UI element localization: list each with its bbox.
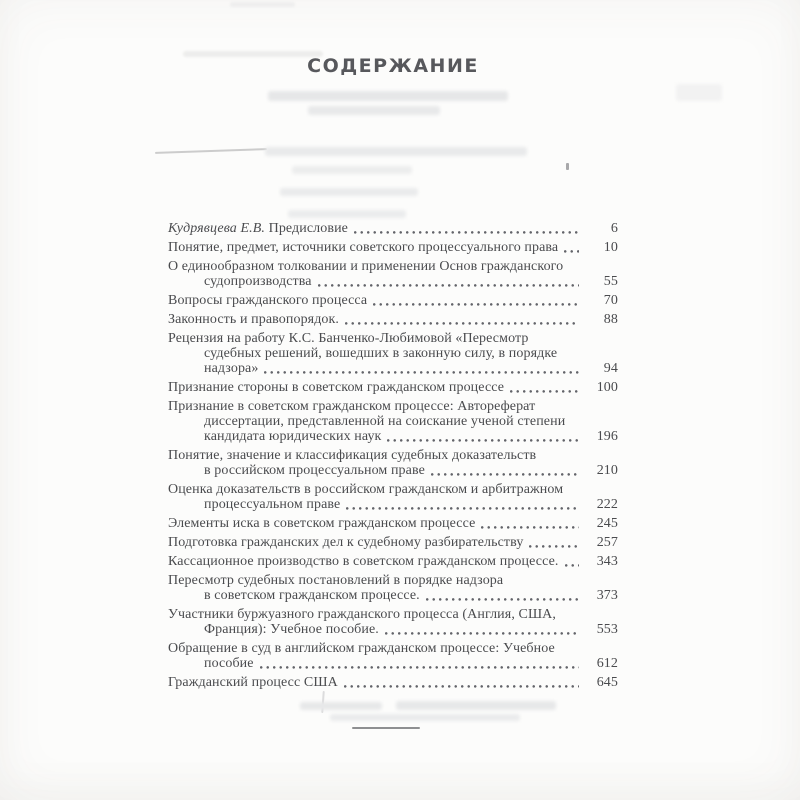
toc-entry-title: Подготовка гражданских дел к судебному разбирательству bbox=[168, 535, 524, 550]
dot-leader bbox=[481, 526, 579, 529]
toc-page-number: 222 bbox=[596, 497, 618, 512]
toc-entry bbox=[168, 259, 618, 289]
toc-page-number: 553 bbox=[596, 622, 618, 637]
bleedthrough-line bbox=[268, 91, 508, 101]
bleedthrough-line bbox=[308, 106, 440, 115]
toc-entry bbox=[168, 312, 618, 327]
dot-leader bbox=[431, 473, 579, 476]
dot-leader bbox=[346, 507, 579, 510]
toc-entry-title: Франция): Учебное пособие. bbox=[204, 622, 379, 637]
toc-entry-title: Элементы иска в советском гражданском процессе bbox=[168, 516, 476, 531]
toc-entry-title: Рецензия на работу К.С. Банченко-Любимовой «Пересмотр bbox=[168, 331, 529, 346]
toc-entry-title: процессуальном праве bbox=[204, 497, 341, 512]
toc-page-number: 100 bbox=[596, 380, 618, 395]
toc-entry bbox=[168, 554, 618, 569]
bleedthrough-line bbox=[396, 701, 556, 710]
toc-page-number: 612 bbox=[596, 656, 618, 671]
toc-page-number: 6 bbox=[610, 221, 618, 236]
toc-entry-title: в советском гражданском процессе. bbox=[204, 588, 420, 603]
scan-smudge bbox=[676, 84, 722, 101]
dot-leader bbox=[345, 322, 579, 325]
toc-page-number: 373 bbox=[596, 588, 618, 603]
toc-entry-title: в российском процессуальном праве bbox=[204, 463, 425, 478]
dot-leader bbox=[260, 666, 579, 669]
dot-leader bbox=[385, 632, 579, 635]
toc-entry bbox=[168, 240, 618, 255]
dot-leader bbox=[510, 390, 579, 393]
toc-entry-title: Понятие, значение и классификация судебных доказательств bbox=[168, 448, 537, 463]
toc-entry-title: Оценка доказательств в российском гражданском и арбитражном bbox=[168, 482, 564, 497]
dot-leader bbox=[529, 545, 579, 548]
toc-entry bbox=[168, 675, 618, 690]
toc-page-number: 245 bbox=[596, 516, 618, 531]
toc-entry-title: надзора» bbox=[204, 361, 259, 376]
toc-page-number: 55 bbox=[603, 274, 618, 289]
toc-entry-title: диссертации, представленной на соискание ученой степени bbox=[204, 414, 566, 429]
toc-entry bbox=[168, 573, 618, 603]
toc-page-number: 10 bbox=[603, 240, 618, 255]
toc-page-number: 257 bbox=[596, 535, 618, 550]
toc-entry-title: Законность и правопорядок. bbox=[168, 312, 340, 327]
toc-page-number: 94 bbox=[603, 361, 618, 376]
toc-list bbox=[168, 221, 618, 694]
toc-entry bbox=[168, 448, 618, 478]
toc-entry-title: Признание в советском гражданском процессе: Автореферат bbox=[168, 399, 536, 414]
toc-page-number: 645 bbox=[596, 675, 618, 690]
toc-entry-title: судопроизводства bbox=[204, 274, 312, 289]
bleedthrough-line bbox=[288, 210, 406, 218]
ink-speck bbox=[566, 163, 569, 170]
dot-leader bbox=[373, 303, 579, 306]
toc-entry bbox=[168, 482, 618, 512]
dot-leader bbox=[318, 284, 579, 287]
dot-leader bbox=[344, 685, 579, 688]
dot-leader bbox=[565, 564, 580, 567]
toc-entry bbox=[168, 607, 618, 637]
toc-entry-title: О единообразном толковании и применении Основ гражданского bbox=[168, 259, 564, 274]
toc-entry-title: Обращение в суд в английском гражданском процессе: Учебное bbox=[168, 641, 555, 656]
toc-page-number: 70 bbox=[603, 293, 618, 308]
toc-entry bbox=[168, 535, 618, 550]
toc-entry-title: Кудрявцева Е.В. Предисловие bbox=[168, 221, 348, 236]
toc-entry-title: Участники буржуазного гражданского процесса (Англия, США, bbox=[168, 607, 556, 622]
toc-page-number: 196 bbox=[596, 429, 618, 444]
bleedthrough-line bbox=[330, 714, 520, 721]
toc-entry-title: кандидата юридических наук bbox=[204, 429, 382, 444]
toc-entry bbox=[168, 221, 618, 236]
toc-entry-title: Гражданский процесс США bbox=[168, 675, 338, 690]
toc-entry-title: Понятие, предмет, источники советского процессуального права bbox=[168, 240, 559, 255]
dot-leader bbox=[354, 231, 579, 234]
toc-entry bbox=[168, 516, 618, 531]
toc-page-number: 343 bbox=[596, 554, 618, 569]
dot-leader bbox=[564, 250, 579, 253]
bleedthrough-line bbox=[230, 2, 295, 7]
toc-entry bbox=[168, 380, 618, 395]
bleedthrough-line bbox=[292, 166, 412, 174]
toc-entry bbox=[168, 331, 618, 376]
toc-entry bbox=[168, 399, 618, 444]
toc-entry-title: Кассационное производство в советском гражданском процессе. bbox=[168, 554, 559, 569]
toc-entry bbox=[168, 641, 618, 671]
toc-author-name: Кудрявцева Е.В. bbox=[168, 221, 269, 236]
toc-page-number: 88 bbox=[603, 312, 618, 327]
dot-leader bbox=[387, 439, 579, 442]
toc-page-number: 210 bbox=[596, 463, 618, 478]
bleedthrough-line bbox=[280, 188, 418, 196]
bleedthrough-line bbox=[265, 147, 527, 156]
dot-leader bbox=[264, 371, 579, 374]
toc-entry-title: Признание стороны в советском гражданском процессе bbox=[168, 380, 505, 395]
toc-entry-title: Пересмотр судебных постановлений в порядке надзора bbox=[168, 573, 504, 588]
dot-leader bbox=[426, 598, 579, 601]
toc-entry bbox=[168, 293, 618, 308]
toc-entry-title: судебных решений, вошедших в законную силу, в порядке bbox=[204, 346, 558, 361]
pen-mark bbox=[155, 148, 267, 154]
section-divider bbox=[352, 727, 420, 729]
page-title: СОДЕРЖАНИЕ bbox=[307, 55, 479, 77]
bleedthrough-line bbox=[300, 702, 382, 710]
toc-entry-title: пособие bbox=[204, 656, 254, 671]
toc-entry-title: Вопросы гражданского процесса bbox=[168, 293, 368, 308]
